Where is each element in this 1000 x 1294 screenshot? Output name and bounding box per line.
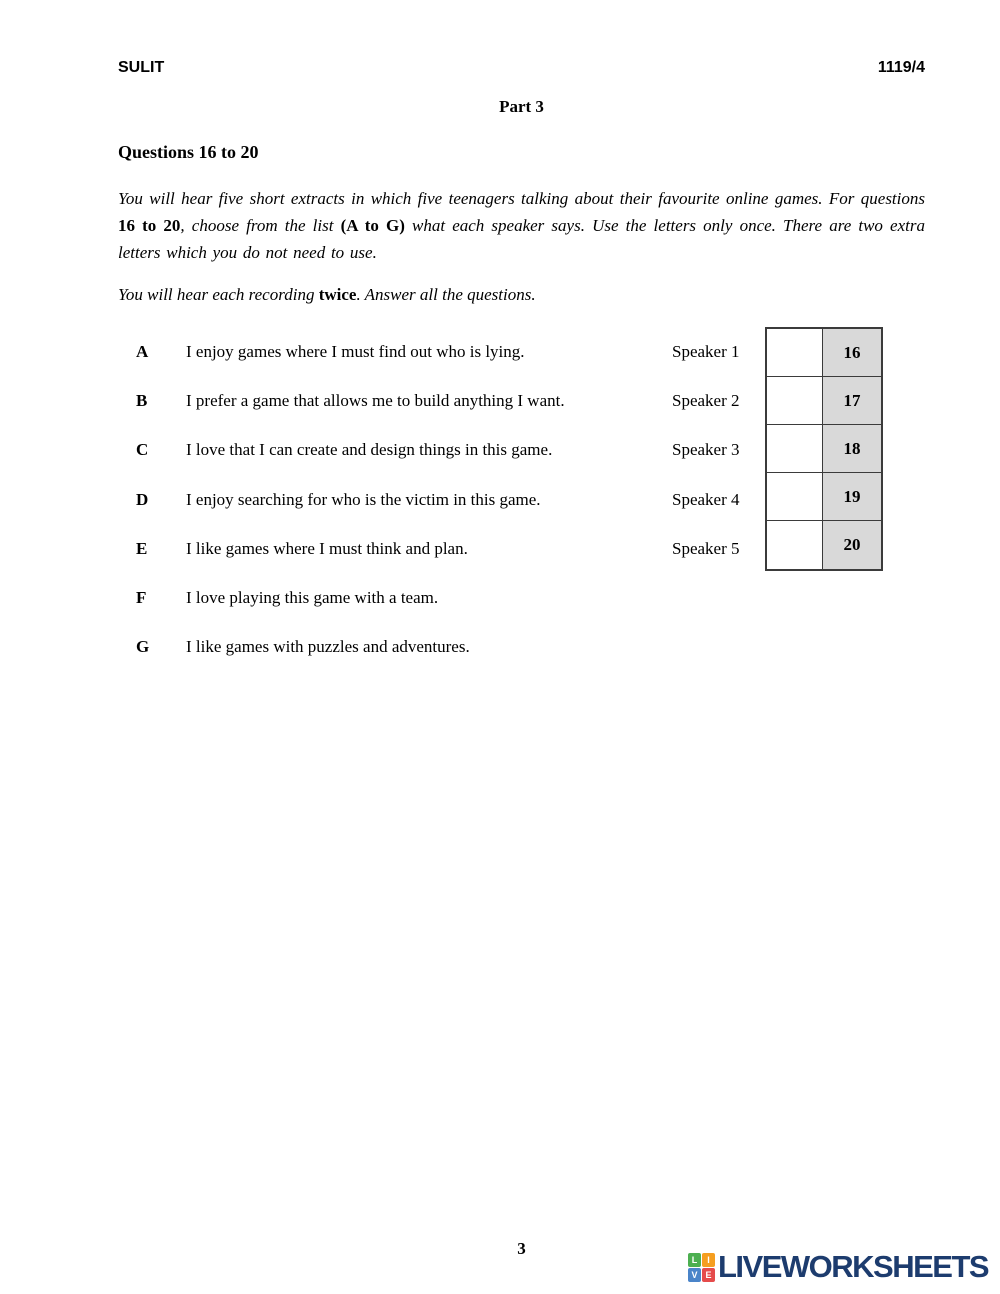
option-row-f bbox=[118, 573, 925, 622]
question-number-cell: 17 bbox=[823, 377, 881, 424]
recording-note-text: . Answer all the questions. bbox=[356, 285, 536, 304]
answer-input-18[interactable] bbox=[767, 425, 823, 472]
speaker-label-5: Speaker 5 bbox=[672, 539, 740, 558]
page-number: 3 bbox=[517, 1239, 526, 1258]
liveworksheets-logo bbox=[688, 1249, 988, 1285]
logo-squares-icon bbox=[688, 1253, 715, 1282]
table-row bbox=[767, 377, 881, 425]
twice-emphasis: twice bbox=[318, 285, 357, 304]
question-number-cell: 18 bbox=[823, 425, 881, 472]
option-text: I love that I can create and design things in this game. bbox=[186, 440, 553, 459]
instructions-text: , choose from the list bbox=[180, 216, 341, 235]
logo-square-v: V bbox=[688, 1268, 701, 1282]
option-text: I like games with puzzles and adventures. bbox=[186, 637, 470, 656]
table-row bbox=[767, 473, 881, 521]
option-letter: D bbox=[136, 490, 149, 509]
letters-range: (A to G) bbox=[340, 216, 405, 235]
logo-square-l: L bbox=[688, 1253, 701, 1267]
part-title: Part 3 bbox=[499, 97, 544, 116]
option-letter: A bbox=[136, 342, 149, 361]
recording-note-text: You will hear each recording bbox=[118, 285, 319, 304]
option-letter: B bbox=[136, 391, 148, 410]
answer-input-20[interactable] bbox=[767, 521, 823, 569]
logo-square-i: I bbox=[702, 1253, 715, 1267]
instructions-text: You will hear five short extracts in which five teenagers talking about their favourite online games. For questions bbox=[118, 189, 925, 208]
recording-note bbox=[118, 285, 536, 305]
instructions-paragraph bbox=[118, 185, 925, 266]
answer-table bbox=[765, 327, 883, 571]
instructions-text: what each speaker says. Use the letters only once. There are two extra letters which you do not need to use. bbox=[118, 216, 925, 262]
option-letter: C bbox=[136, 440, 149, 459]
table-row bbox=[767, 425, 881, 473]
questions-range: 16 to 20 bbox=[118, 216, 181, 235]
option-text: I prefer a game that allows me to build anything I want. bbox=[186, 391, 565, 410]
answer-input-17[interactable] bbox=[767, 377, 823, 424]
speaker-label-2: Speaker 2 bbox=[672, 391, 740, 410]
logo-text: LIVEWORKSHEETS bbox=[718, 1249, 989, 1284]
speaker-label-3: Speaker 3 bbox=[672, 440, 740, 459]
question-number-cell: 19 bbox=[823, 473, 881, 520]
questions-heading: Questions 16 to 20 bbox=[118, 142, 259, 162]
question-number-cell: 16 bbox=[823, 329, 881, 376]
option-letter: E bbox=[136, 539, 148, 558]
question-number-cell: 20 bbox=[823, 521, 881, 569]
logo-square-e: E bbox=[702, 1268, 715, 1282]
answer-input-19[interactable] bbox=[767, 473, 823, 520]
option-text: I enjoy games where I must find out who is lying. bbox=[186, 342, 525, 361]
options-section bbox=[118, 327, 925, 687]
option-text: I love playing this game with a team. bbox=[186, 588, 439, 607]
table-row bbox=[767, 521, 881, 569]
confidential-label: SULIT bbox=[118, 59, 165, 76]
speaker-label-1: Speaker 1 bbox=[672, 342, 740, 361]
option-text: I enjoy searching for who is the victim in this game. bbox=[186, 490, 541, 509]
option-text: I like games where I must think and plan. bbox=[186, 539, 468, 558]
option-row-g bbox=[118, 622, 925, 671]
option-letter: G bbox=[136, 637, 150, 656]
paper-code: 1119/4 bbox=[877, 59, 925, 76]
speaker-label-4: Speaker 4 bbox=[672, 490, 740, 509]
option-letter: F bbox=[136, 588, 147, 607]
table-row bbox=[767, 329, 881, 377]
answer-input-16[interactable] bbox=[767, 329, 823, 376]
